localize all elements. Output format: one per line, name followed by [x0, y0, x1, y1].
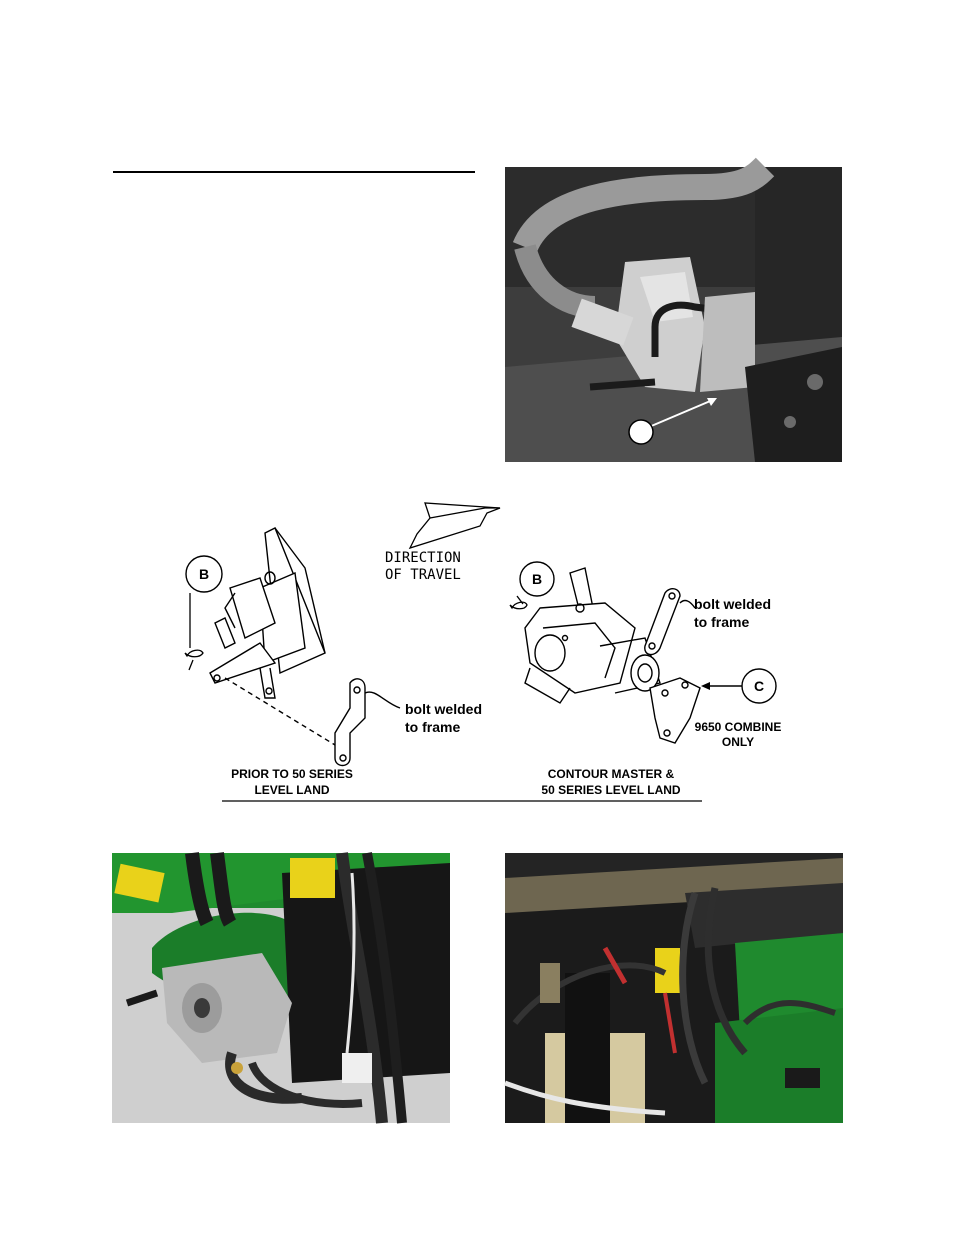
direction-label-line1: DIRECTION — [385, 550, 461, 566]
svg-text:C: C — [753, 678, 765, 694]
right-callout-c — [742, 669, 776, 703]
left-caption-line1: PRIOR TO 50 SERIES — [231, 767, 353, 781]
svg-text:B: B — [531, 571, 543, 587]
hydraulic-lines-photo-bottom-right — [505, 853, 843, 1123]
left-bolt-label-line2: to frame — [405, 719, 461, 735]
direction-label-line2: OF TRAVEL — [385, 567, 461, 583]
gearbox-photo-bottom-left — [112, 853, 450, 1123]
left-callout-b — [186, 556, 222, 592]
gearbox-photo-top — [505, 167, 842, 462]
gearbox-mount-diagram — [165, 478, 782, 813]
section-heading-rule — [113, 171, 475, 173]
right-caption-line1: CONTOUR MASTER & — [547, 767, 675, 781]
right-bolt-label-line1: bolt welded — [694, 596, 771, 612]
right-bolt-label-line2: to frame — [694, 614, 750, 630]
combine-note-line1: 9650 COMBINE — [694, 720, 782, 734]
combine-note-line2: ONLY — [721, 735, 755, 749]
svg-text:B: B — [198, 566, 210, 582]
right-caption-line2: 50 SERIES LEVEL LAND — [541, 783, 681, 797]
left-bolt-label-line1: bolt welded — [405, 701, 482, 717]
left-caption-line2: LEVEL LAND — [254, 783, 330, 797]
right-callout-b — [520, 562, 554, 596]
